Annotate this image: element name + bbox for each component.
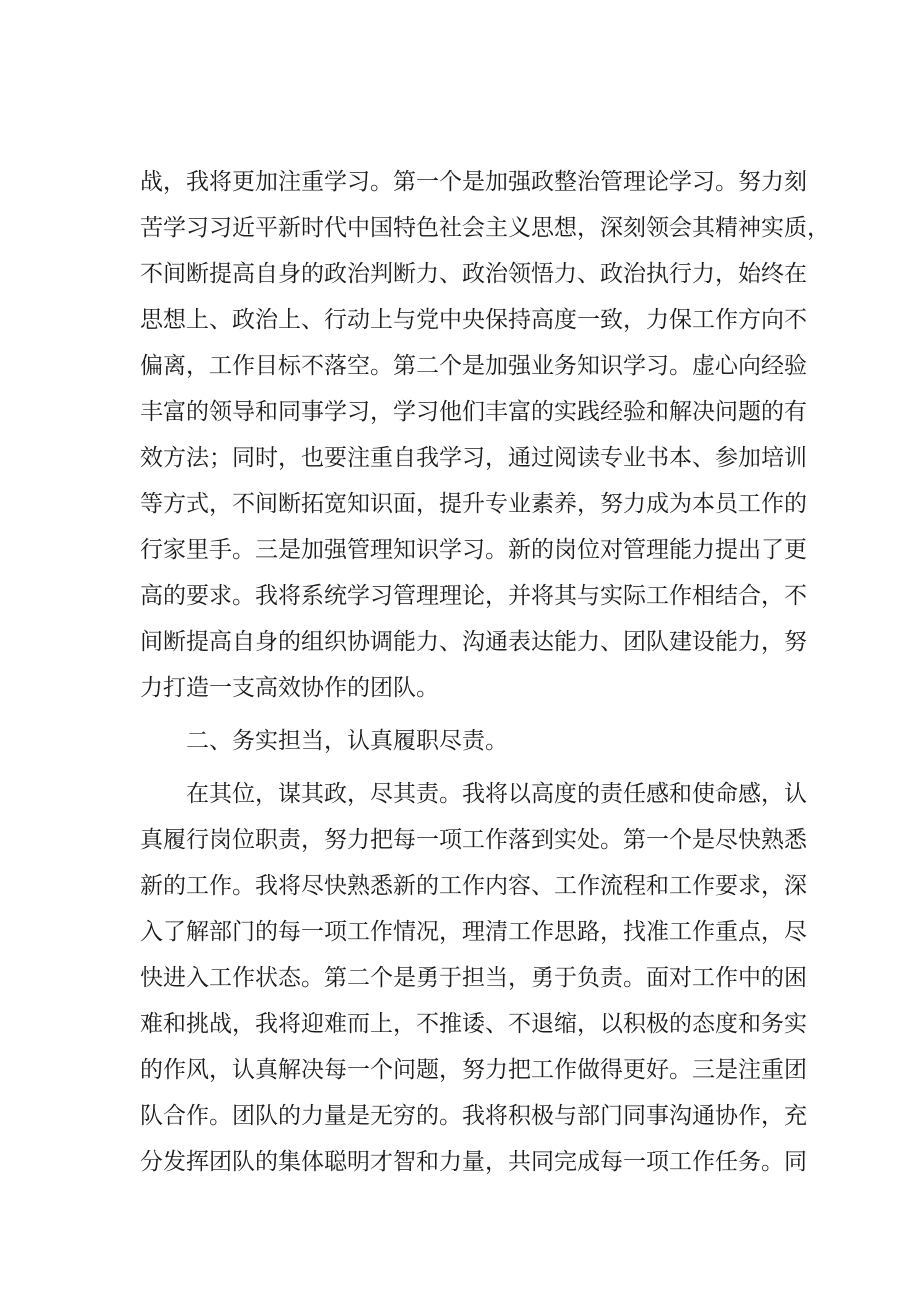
text-line: 苦学习习近平新时代中国特色社会主义思想，深刻领会其精神实质， [140, 215, 830, 241]
text-line: 行家里手。三是加强管理知识学习。新的岗位对管理能力提出了更 [140, 537, 807, 563]
text-line: 效方法；同时，也要注重自我学习，通过阅读专业书本、参加培训 [140, 445, 807, 471]
text-line: 难和挑战，我将迎难而上，不推诿、不退缩，以积极的态度和务实 [140, 1011, 807, 1037]
text-line: 力打造一支高效协作的团队。 [140, 675, 439, 701]
text-line: 在其位，谋其政，尽其责。我将以高度的责任感和使命感，认 [186, 781, 807, 807]
text-line: 快进入工作状态。第二个是勇于担当，勇于负责。面对工作中的困 [140, 965, 807, 991]
text-line: 丰富的领导和同事学习，学习他们丰富的实践经验和解决问题的有 [140, 399, 807, 425]
text-line: 的作风，认真解决每一个问题，努力把工作做得更好。三是注重团 [140, 1057, 807, 1083]
text-line: 偏离，工作目标不落空。第二个是加强业务知识学习。虚心向经验 [140, 353, 807, 379]
text-line: 高的要求。我将系统学习管理理论，并将其与实际工作相结合，不 [140, 583, 807, 609]
text-line: 思想上、政治上、行动上与党中央保持高度一致，力保工作方向不 [140, 307, 807, 333]
section-heading: 二、务实担当，认真履职尽责。 [186, 728, 508, 754]
text-line: 真履行岗位职责，努力把每一项工作落到实处。第一个是尽快熟悉 [140, 827, 807, 853]
text-line: 分发挥团队的集体聪明才智和力量，共同完成每一项工作任务。同 [140, 1149, 807, 1175]
text-line: 间断提高自身的组织协调能力、沟通表达能力、团队建设能力，努 [140, 629, 807, 655]
text-line: 新的工作。我将尽快熟悉新的工作内容、工作流程和工作要求，深 [140, 873, 807, 899]
text-line: 等方式，不间断拓宽知识面，提升专业素养，努力成为本员工作的 [140, 491, 807, 517]
text-line: 队合作。团队的力量是无穷的。我将积极与部门同事沟通协作，充 [140, 1103, 807, 1129]
text-line: 入了解部门的每一项工作情况，理清工作思路，找准工作重点，尽 [140, 919, 807, 945]
text-line: 战，我将更加注重学习。第一个是加强政整治管理论学习。努力刻 [140, 169, 807, 195]
text-line: 不间断提高自身的政治判断力、政治领悟力、政治执行力，始终在 [140, 261, 807, 287]
